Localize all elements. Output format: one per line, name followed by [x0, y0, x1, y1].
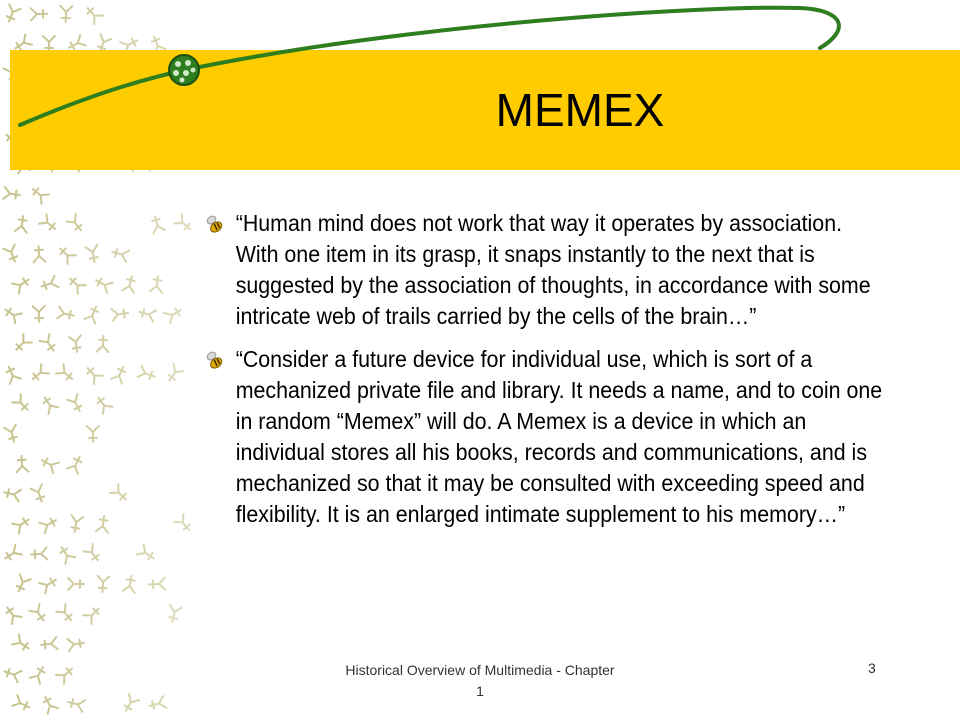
list-item	[205, 344, 887, 530]
bullet-text: “Human mind does not work that way it operates by association. With one item in its grasp, it snaps instantly to the next that is suggested by the association of thoughts, in accordance with some intricate web of trails carried by the cells of the brain…”	[235, 210, 871, 329]
bullet-text: “Consider a future device for individual use, which is sort of a mechanized private file and library. It needs a name, and to coin one in random “Memex” will do. A Memex is a device in which an individual stores all his books, records and communications, and is mechanized so that it may be consulted with exceeding speed and flexibility. It is an enlarged intimate supplement to his memory…”	[235, 346, 883, 527]
slide-number: 3	[868, 660, 876, 676]
list-item	[205, 208, 887, 332]
bullet-list	[205, 208, 885, 542]
bee-icon	[205, 214, 225, 236]
bee-icon	[205, 350, 225, 372]
footer-text: Historical Overview of Multimedia - Chapter 1	[345, 662, 615, 699]
slide-title: MEMEX	[495, 84, 665, 136]
